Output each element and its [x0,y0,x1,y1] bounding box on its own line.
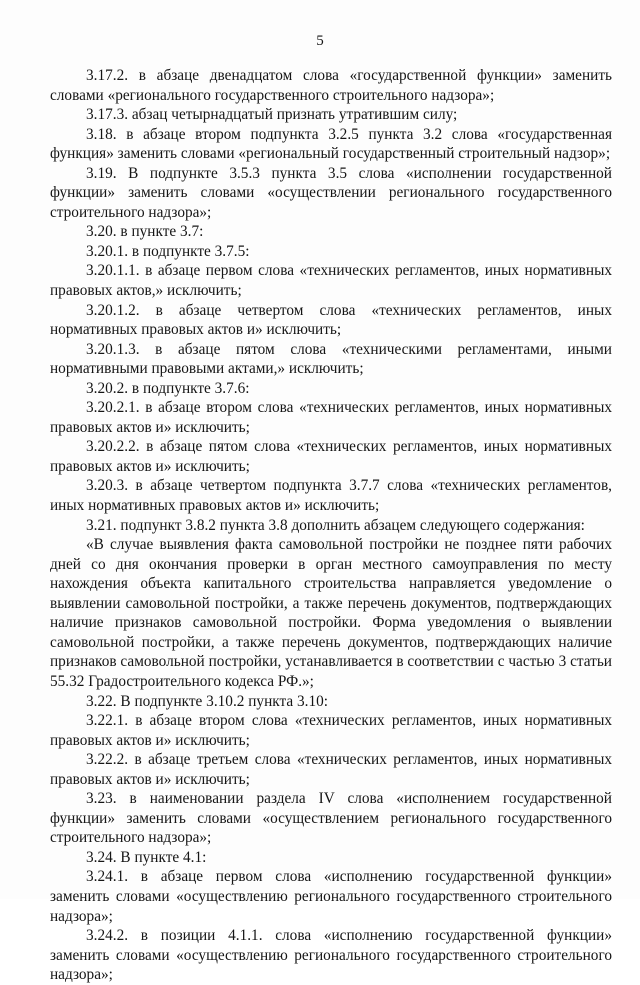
paragraph-3-24-1: 3.24.1. в абзаце первом слова «исполнению государственной функции» заменить словами «осуществлению регионального государственного строительного надзора»; [50,868,612,925]
paragraph-3-20-1-1: 3.20.1.1. в абзаце первом слова «технических регламентов, иных нормативных правовых актов,» исключить; [50,262,612,300]
paragraph-3-19: 3.19. В подпункте 3.5.3 пункта 3.5 слова «исполнении государственной функции» заменить словами «осуществлении регионального государственного строительного надзора»; [50,164,612,221]
paragraph-3-22-1: 3.22.1. в абзаце втором слова «технических регламентов, иных нормативных правовых актов и» исключить; [50,712,612,749]
paragraph-3-20: 3.20. в пункте 3.7: [86,223,204,241]
quoted-insert-paragraph: «В случае выявления факта самовольной постройки не позднее пяти рабочих дней со дня окончания проверки в орган местного самоуправления по месту нахождения объекта капитального строительства направляется уведомление о выявлении самовольной постройки, а также перечень документов, подтверждающих наличие признаков самовольной постройки. Форма уведомления о выявлении самовольной постройки, а также перечень документов, подтверждающих наличие признаков самовольной постройки, устанавливается в соответствии с частью 3 статьи 55.32 Градостроительного кодекса РФ.»; [50,536,612,690]
paragraph-3-23: 3.23. в наименовании раздела IV слова «исполнением государственной функции» заменить словами «осуществлением регионального государственного строительного надзора»; [50,790,612,847]
paragraph-3-18: 3.18. в абзаце втором подпункта 3.2.5 пункта 3.2 слова «государственная функция» заменить словами «региональный государственный строительный надзор»; [50,125,612,163]
paragraph-3-17-3: 3.17.3. абзац четырнадцатый признать утратившим силу; [86,106,458,124]
paragraph-3-24-2: 3.24.2. в позиции 4.1.1. слова «исполнению государственной функции» заменить словами «осуществлению регионального государственного строительного надзора»; [50,927,612,984]
paragraph-3-22-2: 3.22.2. в абзаце третьем слова «технических регламентов, иных нормативных правовых актов и» исключить; [50,751,612,788]
paragraph-3-20-2-2: 3.20.2.2. в абзаце пятом слова «технических регламентов, иных нормативных правовых актов и» исключить; [50,438,612,475]
paragraph-3-20-2-1: 3.20.2.1. в абзаце втором слова «технических регламентов, иных нормативных правовых актов и» исключить; [50,399,612,436]
paragraph-3-20-3: 3.20.3. в абзаце четвертом подпункта 3.7.7 слова «технических регламентов, иных нормативных правовых актов и» исключить; [50,477,612,515]
paragraph-3-20-1-3: 3.20.1.3. в абзаце пятом слова «техническими регламентами, иными нормативными правовыми актами,» исключить; [50,340,612,378]
paragraph-3-20-1-2: 3.20.1.2. в абзаце четвертом слова «технических регламентов, иных нормативных правовых актов и» исключить; [50,301,612,339]
document-body [50,66,612,985]
page-number: 5 [316,33,324,49]
paragraph-3-22: 3.22. В подпункте 3.10.2 пункта 3.10: [86,692,328,710]
paragraph-3-20-2: 3.20.2. в подпункте 3.7.6: [86,379,250,397]
paragraph-3-21: 3.21. подпункт 3.8.2 пункта 3.8 дополнить абзацем следующего содержания: [86,516,585,534]
paragraph-3-17-2: 3.17.2. в абзаце двенадцатом слова «государственной функции» заменить словами «регионального государственного строительного надзора»; [50,67,612,104]
paragraph-3-24: 3.24. В пункте 4.1: [86,848,207,866]
paragraph-3-20-1: 3.20.1. в подпункте 3.7.5: [86,242,250,260]
